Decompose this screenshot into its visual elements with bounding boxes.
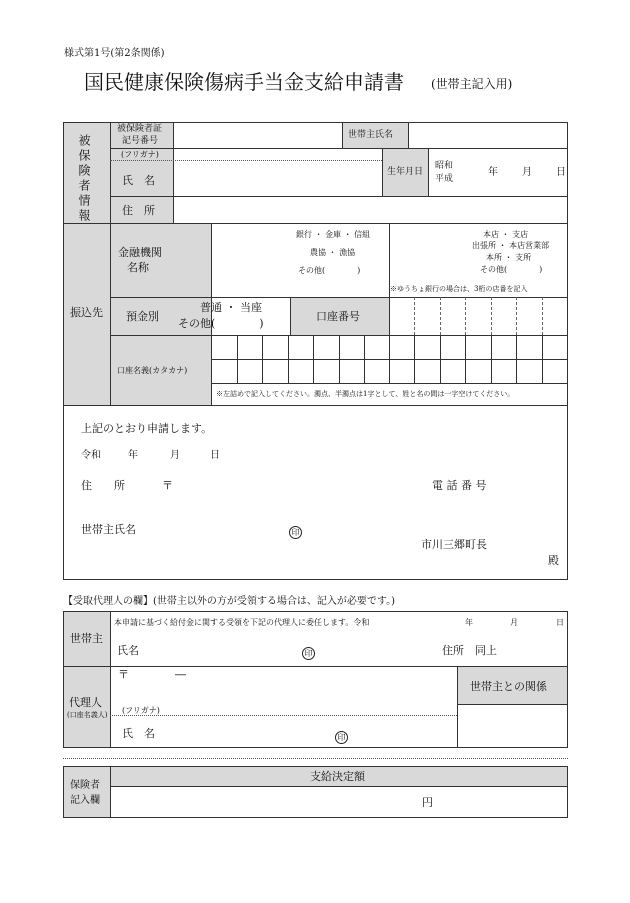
page-title-suffix: (世帯主記入用) [431, 77, 513, 91]
branch-type-options[interactable]: 本店 ・ 支店 [483, 230, 529, 239]
agent-name-label: 氏 名 [122, 727, 155, 740]
yucho-note: ※ゆうちょ銀行の場合は、3桁の店番を記入 [390, 285, 528, 293]
deposit-type-label: 預金別 [126, 310, 159, 323]
applicant-name-field[interactable] [146, 519, 284, 537]
furigana-label: (フリガナ) [121, 150, 159, 159]
account-holder-field[interactable] [212, 336, 567, 382]
agent-seal-mark: 印 [335, 727, 348, 744]
name-label: 氏 名 [122, 174, 155, 187]
agent-name-field[interactable] [160, 720, 330, 744]
agent-postal-dash: ― [175, 668, 186, 681]
branch-type-options-3[interactable]: 本所 ・ 支所 [486, 253, 532, 262]
account-holder-note: ※左詰めで記入してください。濁点、半濁点は1字として、姓と名の間は一字空けてください。 [216, 390, 515, 398]
card-number-field[interactable] [175, 124, 340, 146]
agent-furigana-label: (フリガナ) [122, 706, 160, 715]
birth-day-unit: 日 [556, 167, 566, 178]
delegation-month-unit: 月 [510, 618, 518, 627]
relation-field[interactable] [459, 706, 566, 746]
deposit-type-other[interactable]: その他( ) [178, 317, 264, 330]
insurer-label-2: 記入欄 [70, 795, 100, 806]
cut-line [63, 758, 568, 759]
branch-type-options-2[interactable]: 出張所 ・ 本店営業部 [472, 241, 550, 250]
era-heisei[interactable]: 平成 [435, 174, 454, 184]
delegator-name-field[interactable] [140, 640, 295, 658]
head-name-label: 世帯主氏名 [348, 130, 394, 140]
seal-mark: 印 [289, 522, 302, 539]
account-number-field[interactable] [390, 298, 567, 334]
page-title: 国民健康保険傷病手当金支給申請書 [84, 70, 404, 94]
branch-type-other[interactable]: その他( ) [480, 265, 543, 274]
address-label: 住 所 [122, 204, 155, 217]
amount-label: 支給決定額 [310, 770, 365, 783]
date-day-unit: 日 [210, 450, 220, 461]
bank-name-label: 金融機関 [118, 246, 162, 259]
application-statement: 上記のとおり申請します。 [81, 422, 213, 435]
deposit-type-options[interactable]: 普通 ・ 当座 [200, 301, 262, 314]
yen-unit: 円 [422, 796, 433, 809]
head-name-field[interactable] [410, 124, 566, 146]
card-number-label-2: 記号番号 [122, 136, 159, 146]
insurer-label: 保険者 [70, 780, 100, 791]
delegator-seal-mark: 印 [302, 643, 315, 660]
relation-label: 世帯主との関係 [470, 680, 547, 693]
bank-name-label-2: 名称 [127, 261, 149, 274]
transfer-section-label: 振込先 [70, 306, 103, 319]
date-month-unit: 月 [170, 450, 180, 461]
honorific: 殿 [548, 554, 559, 567]
birthdate-label: 生年月日 [387, 167, 424, 177]
card-number-label: 被保険者証 [117, 124, 163, 134]
postal-mark: 〒 [162, 479, 173, 492]
bank-type-options[interactable]: 銀行 ・ 金庫 ・ 信組 [296, 230, 371, 239]
birth-month-unit: 月 [522, 167, 532, 178]
name-field[interactable] [175, 162, 380, 195]
addressee: 市川三郷町長 [421, 538, 487, 551]
phone-label: 電 話 番 号 [432, 479, 487, 492]
agent-sublabel: (口座名義人) [67, 711, 108, 719]
applicant-address-label: 住 所 [81, 479, 125, 492]
bank-type-options-2[interactable]: 農協 ・ 漁協 [310, 248, 356, 257]
amount-field[interactable] [112, 788, 412, 816]
era-showa[interactable]: 昭和 [435, 161, 454, 171]
delegation-day-unit: 日 [556, 618, 564, 627]
delegator-name-label: 氏名 [117, 644, 139, 657]
insured-section-label: 被保険者情報 [77, 134, 91, 224]
delegation-year-unit: 年 [465, 618, 473, 627]
bank-type-other[interactable]: その他( ) [298, 266, 361, 275]
applicant-address-field[interactable] [178, 476, 408, 494]
agent-address-field[interactable] [130, 667, 450, 713]
delegation-text: 本申請に基づく給付金に関する受領を下記の代理人に委任します。令和 [114, 618, 370, 627]
agent-postal-mark: 〒 [118, 668, 129, 681]
delegator-address-label: 住所 同上 [442, 644, 497, 657]
address-field[interactable] [175, 198, 565, 222]
date-era-reiwa: 令和 [81, 450, 101, 461]
account-number-label: 口座番号 [316, 310, 360, 323]
date-year-unit: 年 [128, 450, 138, 461]
agent-label: 代理人 [69, 696, 102, 709]
form-number: 様式第1号(第2条関係) [64, 48, 165, 59]
account-holder-label: 口座名義(カタカナ) [117, 366, 188, 375]
agent-head-label: 世帯主 [70, 632, 103, 645]
birth-year-unit: 年 [488, 167, 498, 178]
furigana-field[interactable] [175, 150, 380, 159]
applicant-name-label: 世帯主氏名 [81, 523, 136, 536]
agent-section-heading: 【受取代理人の欄】(世帯主以外の方が受領する場合は、記入が必要です。) [63, 596, 396, 607]
